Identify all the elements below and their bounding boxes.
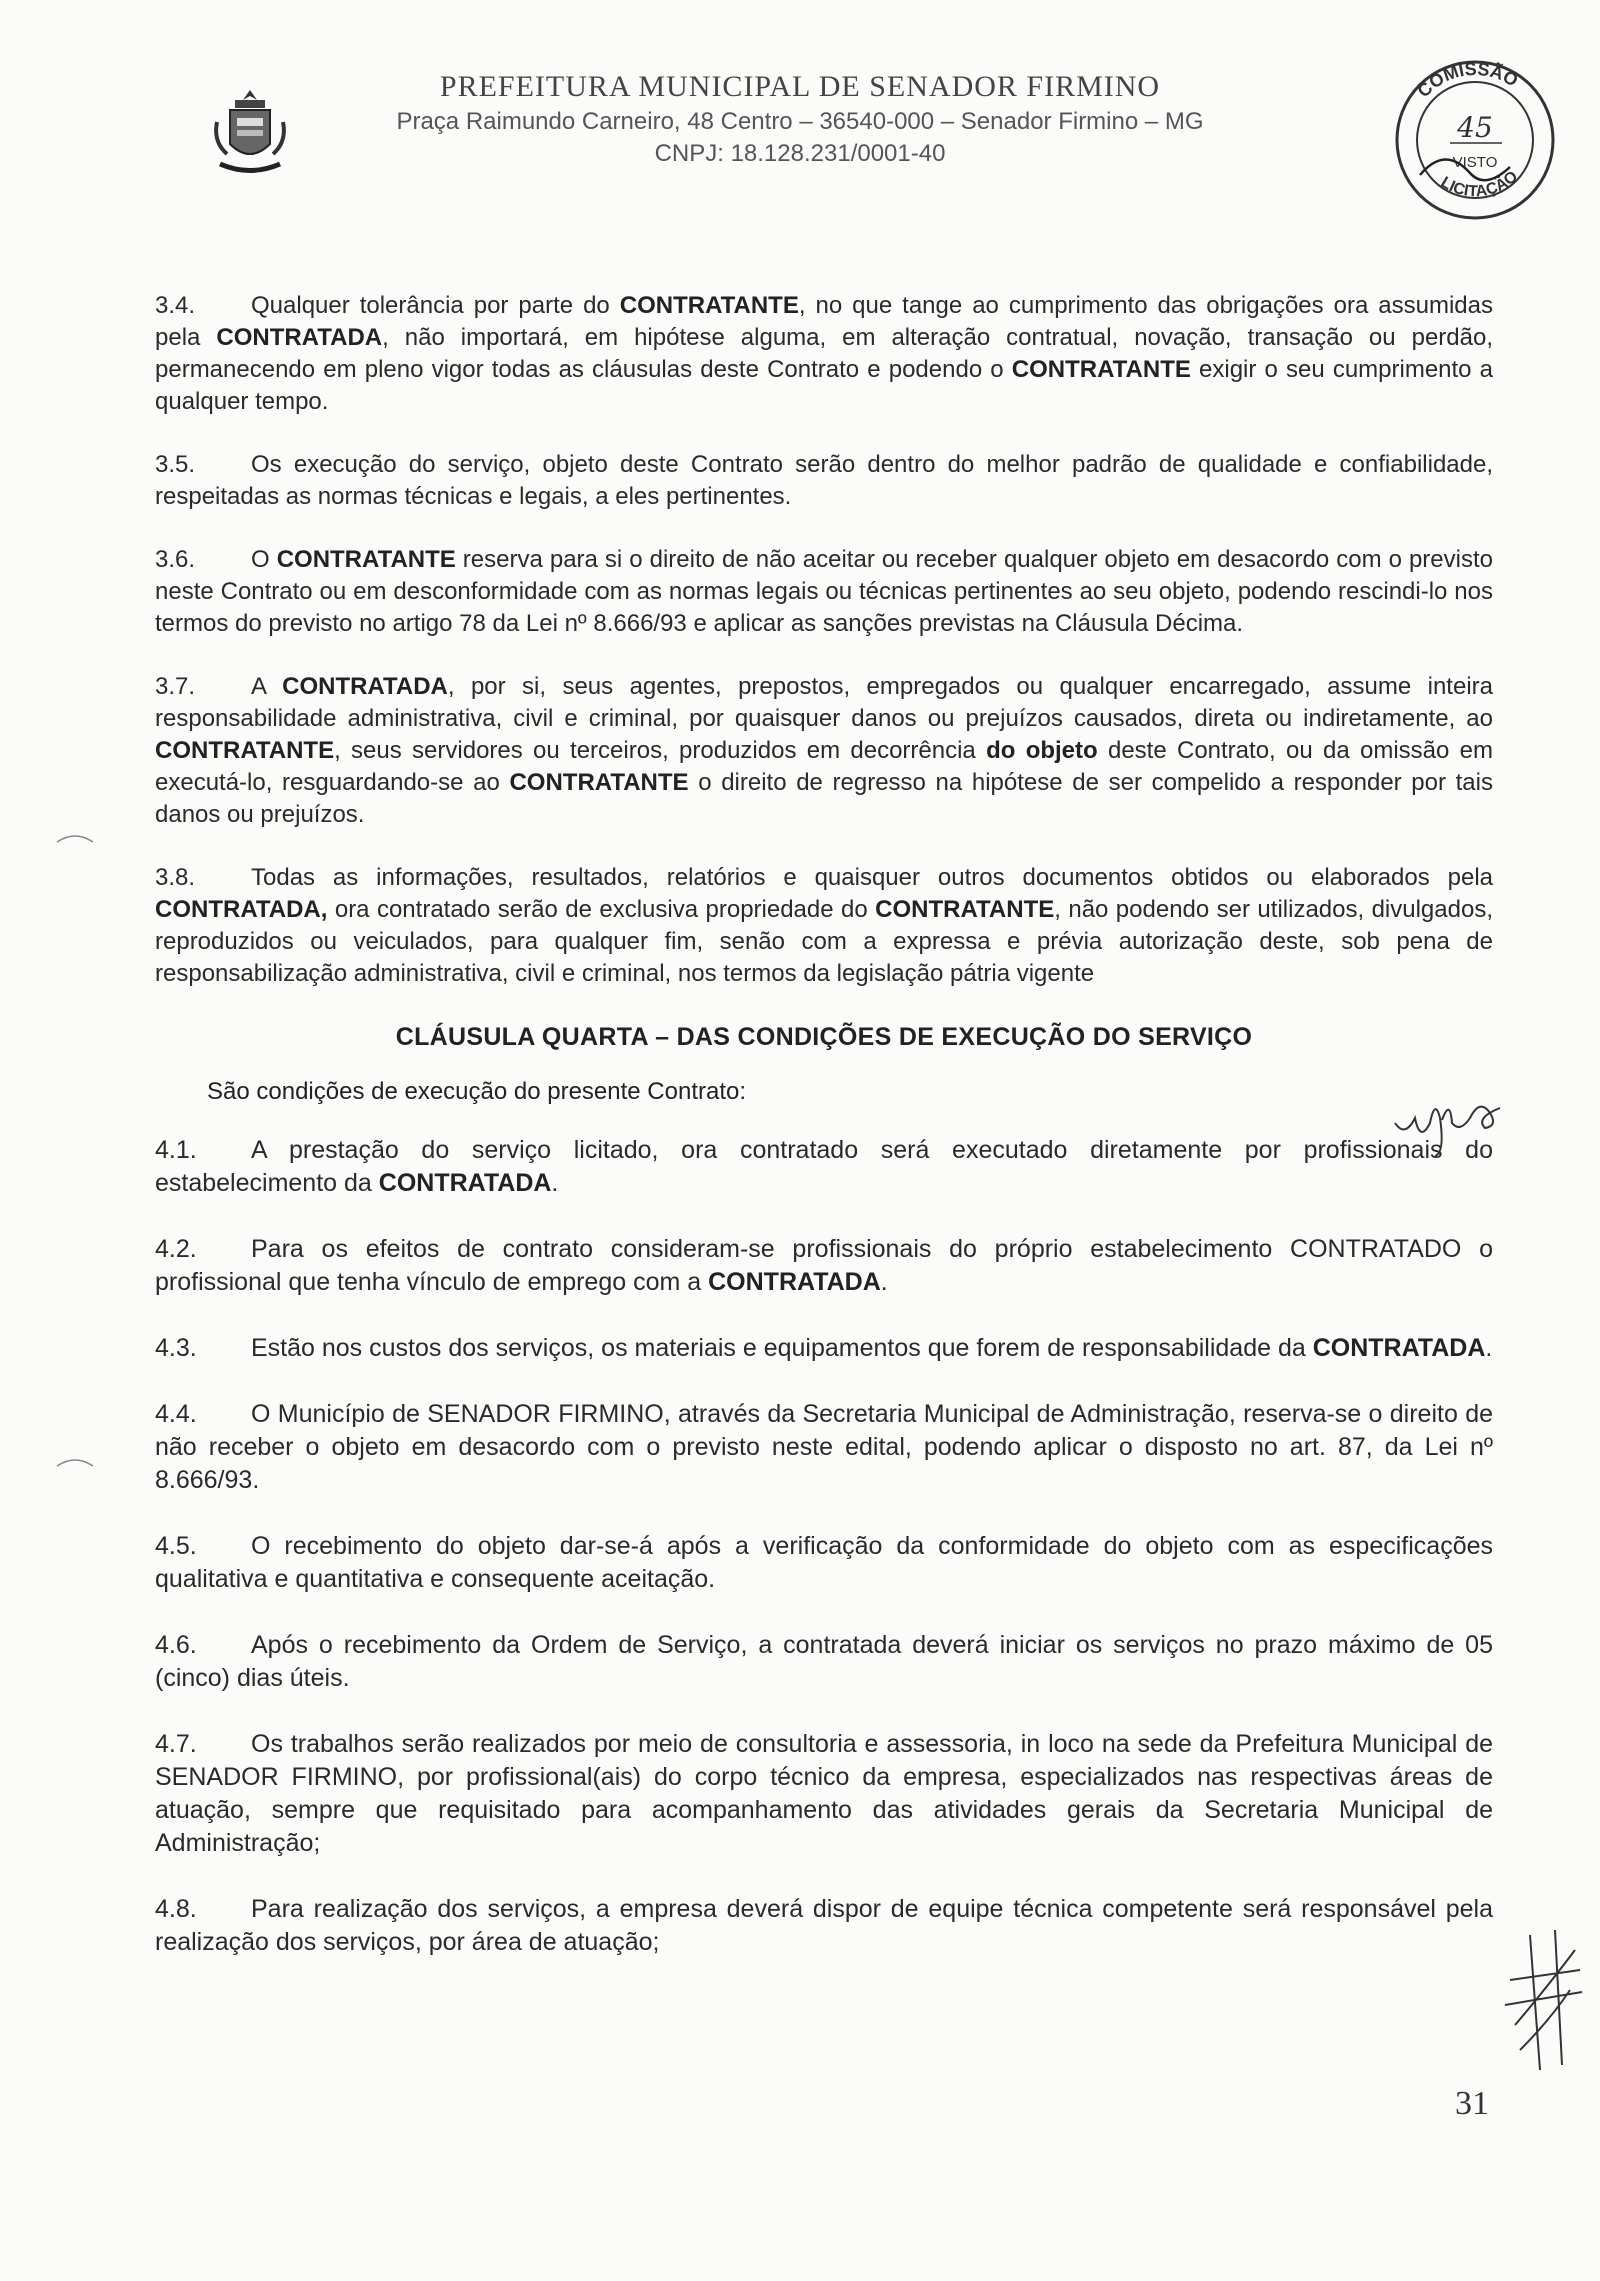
- bold-term: CONTRATANTE: [509, 769, 689, 796]
- bold-term: CONTRATADA: [216, 324, 383, 351]
- page-number: 31: [1455, 2085, 1489, 2122]
- bold-term: CONTRATADA,: [155, 896, 328, 923]
- bold-term: CONTRATADA: [708, 1268, 881, 1296]
- paragraph-number: 3.8.: [155, 864, 196, 891]
- paragraph-number: 4.3.: [155, 1334, 197, 1362]
- handwritten-rubric: [1500, 1930, 1585, 2080]
- clause-paragraph: [155, 1728, 1493, 1860]
- paragraph-text: Estão nos custos dos serviços, os materiais e equipamentos que forem de responsabilidade da: [251, 1334, 1313, 1362]
- paragraph-text: .: [1485, 1334, 1493, 1362]
- paragraph-text: Para realização dos serviços, a empresa deverá dispor de equipe técnica competente será responsável pela realização dos serviços, por área de atuação;: [155, 1895, 1493, 1956]
- paragraph-text: , por si, seus agentes, prepostos, empregados ou qualquer encarregado, assume inteira responsabilidade administrativa, civil e criminal, por quaisquer danos ou prejuízos causados, direta ou indiretamente, ao: [155, 673, 1493, 732]
- clause-four-title: CLÁUSULA QUARTA – DAS CONDIÇÕES DE EXECUÇÃO DO SERVIÇO: [395, 1023, 1253, 1051]
- bold-term: CONTRATADA: [1312, 1334, 1486, 1362]
- paragraph-number: 4.5.: [155, 1532, 197, 1560]
- bold-term: CONTRATANTE: [1011, 356, 1191, 383]
- contract-body: [155, 290, 1493, 1992]
- paragraph-number: 4.1.: [155, 1136, 197, 1164]
- paragraph-number: 3.5.: [155, 451, 196, 478]
- clause-paragraph: [155, 862, 1493, 990]
- clause-paragraph: [155, 1233, 1493, 1299]
- paragraph-number: 3.7.: [155, 673, 196, 700]
- paragraph-text: Todas as informações, resultados, relatórios e quaisquer outros documentos obtidos ou elaborados pela: [251, 864, 1493, 891]
- paragraph-number: 4.8.: [155, 1895, 197, 1923]
- clause-paragraph: [155, 449, 1493, 513]
- paragraph-number: 3.6.: [155, 546, 196, 573]
- bold-term: CONTRATANTE: [276, 546, 456, 573]
- clause-paragraph: [155, 544, 1493, 640]
- bold-term: CONTRATANTE: [619, 292, 799, 319]
- paragraph-text: , não podendo ser utilizados, divulgados, reproduzidos ou veiculados, para qualquer fim, senão com a expressa e prévia autorização deste, sob pena de responsabilização administrativa, civil e criminal, nos termos da legislação pátria vigente: [155, 896, 1493, 987]
- bold-term: do objeto: [986, 737, 1098, 764]
- paragraph-number: 4.7.: [155, 1730, 197, 1758]
- letterhead-title: PREFEITURA MUNICIPAL DE SENADOR FIRMINO: [439, 70, 1161, 103]
- clause-paragraph: [155, 1134, 1493, 1200]
- paragraph-number: 4.4.: [155, 1400, 197, 1428]
- clause-paragraph: [155, 1530, 1493, 1596]
- clause-paragraph: [155, 1893, 1493, 1959]
- letterhead-cnpj: CNPJ: 18.128.231/0001-40: [654, 140, 946, 167]
- clause-paragraph: [155, 290, 1493, 418]
- paragraph-text: Os trabalhos serão realizados por meio de consultoria e assessoria, in loco na sede da Prefeitura Municipal de SENADOR FIRMINO, por profissional(ais) do corpo técnico da empresa, especializados nas respectivas áreas de atuação, sempre que requisitado para acompanhamento das atividades gerais da Secretaria Municipal de Administração;: [155, 1730, 1493, 1857]
- paragraph-text: .: [880, 1268, 888, 1296]
- paragraph-number: 3.4.: [155, 292, 196, 319]
- paragraph-text: O recebimento do objeto dar-se-á após a verificação da conformidade do objeto com as especificações qualitativa e quantitativa e consequente aceitação.: [155, 1532, 1493, 1593]
- margin-mark: [55, 1454, 95, 1468]
- paragraph-text: o direito de regresso na hipótese de ser compelido a responder por tais danos ou prejuízos.: [155, 769, 1493, 828]
- paragraph-number: 4.2.: [155, 1235, 197, 1263]
- stamp-word: VISTO: [1452, 154, 1498, 171]
- letterhead: [0, 70, 1600, 168]
- svg-text:COMISSÃO: [1413, 59, 1521, 101]
- paragraph-text: exigir o seu cumprimento a qualquer tempo.: [155, 356, 1494, 415]
- paragraph-text: Para os efeitos de contrato consideram-se profissionais do próprio estabelecimento CONTRATADO o profissional que tenha vínculo de emprego com a: [155, 1235, 1493, 1296]
- paragraph-text: , não importará, em hipótese alguma, em alteração contratual, novação, transação ou perdão, permanecendo em pleno vigor todas as cláusulas deste Contrato e podendo o: [155, 324, 1494, 383]
- bold-term: CONTRATADA: [282, 673, 448, 700]
- paragraph-text: A prestação do serviço licitado, ora contratado será executado diretamente por profissionais do estabelecimento da: [155, 1136, 1493, 1197]
- bold-term: CONTRATANTE: [155, 737, 335, 764]
- svg-text:LICITAÇÃO: [1438, 168, 1522, 200]
- paragraph-text: A: [251, 673, 283, 700]
- paragraph-text: , no que tange ao cumprimento das obrigações ora assumidas pela: [155, 292, 1493, 351]
- paragraph-text: Após o recebimento da Ordem de Serviço, a contratada deverá iniciar os serviços no prazo máximo de 05 (cinco) dias úteis.: [155, 1631, 1493, 1692]
- paragraph-text: .: [551, 1169, 559, 1197]
- paragraph-text: deste Contrato, ou da omissão em executá-lo, resguardando-se ao: [155, 737, 1493, 796]
- stamp-bottom-text: LICITAÇÃO: [1437, 168, 1522, 201]
- paragraph-text: O Município de SENADOR FIRMINO, através da Secretaria Municipal de Administração, reserva-se o direito de não receber o objeto em desacordo com o previsto neste edital, podendo aplicar o disposto no art. 87, da Lei nº 8.666/93.: [155, 1400, 1493, 1494]
- clause-paragraph: [155, 671, 1493, 831]
- paragraph-text: , seus servidores ou terceiros, produzidos em decorrência: [334, 737, 987, 764]
- paragraph-text: O: [251, 546, 277, 573]
- clause-four-section: [155, 1134, 1493, 1959]
- paragraph-text: reserva para si o direito de não aceitar ou receber qualquer objeto em desacordo com o previsto neste Contrato ou em desconformidade com as normas legais ou técnicas pertinentes ao seu objeto, podendo rescindi-lo nos termos do previsto no artigo 78 da Lei nº 8.666/93 e aplicar as sanções previstas na Cláusula Décima.: [155, 546, 1493, 637]
- clause-paragraph: [155, 1398, 1493, 1497]
- paragraph-text: Qualquer tolerância por parte do: [251, 292, 620, 319]
- margin-mark: [55, 830, 95, 844]
- clause-four-intro: São condições de execução do presente Contrato:: [207, 1078, 747, 1105]
- clause-paragraph: [155, 1629, 1493, 1695]
- paragraph-text: Os execução do serviço, objeto deste Contrato serão dentro do melhor padrão de qualidade e confiabilidade, respeitadas as normas técnicas e legais, a eles pertinentes.: [155, 451, 1493, 510]
- clause-three-section: [155, 290, 1493, 990]
- stamp-number: 45: [1457, 111, 1493, 144]
- paragraph-number: 4.6.: [155, 1631, 197, 1659]
- handwritten-signature: [1390, 1078, 1510, 1158]
- paragraph-text: ora contratado serão de exclusiva propriedade do: [327, 896, 876, 923]
- bold-term: CONTRATANTE: [875, 896, 1055, 923]
- bold-term: CONTRATADA: [378, 1169, 552, 1197]
- clause-paragraph: [155, 1332, 1493, 1365]
- stamp-top-text: COMISSÃO: [1413, 58, 1522, 102]
- letterhead-address: Praça Raimundo Carneiro, 48 Centro – 36540-000 – Senador Firmino – MG: [396, 108, 1204, 135]
- commission-stamp: [1390, 55, 1560, 225]
